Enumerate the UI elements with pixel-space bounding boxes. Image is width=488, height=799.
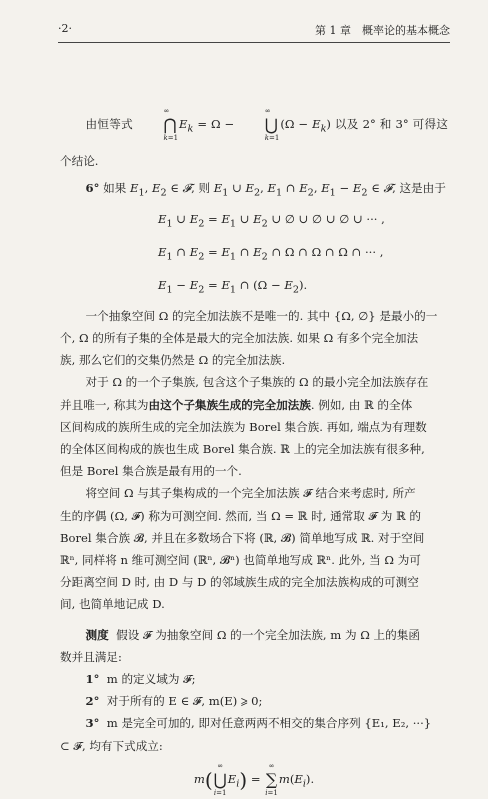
paragraph-uniqueness [60,305,448,372]
difference-equation: $E_1 - E_2 = E_1$ ∩ $(\Omega - E_2)$. [158,278,308,296]
text-line: 个, Ω 的所有子集的全体是最大的完全加法族. 如果 Ω 有多个完全加法 [60,330,419,345]
text-fragment: 假设 𝓕 为抽象空间 Ω 的一个完全加法族, m 为 Ω 上的集函 [116,627,420,642]
condition-marker: 3° [85,716,100,731]
item-6 [60,177,448,205]
condition-marker: 2° [85,694,100,709]
text-fragment: . 例如, 由 ℝ 的全体 [310,397,413,412]
condition-3 [60,712,448,756]
union-equation: $E_1$ ∪ $E_2 = E_1$ ∪ $E_2$ ∪ ∅ ∪ ∅ ∪ ∅ ∪ ··· , [158,211,385,230]
condition-1 [60,668,448,690]
paragraph-measure [60,624,448,668]
text-line: 对于 Ω 的一个子集族, 包含这个子集族的 Ω 的最小完全加法族存在 [85,375,429,390]
text-line: 一个抽象空间 Ω 的完全加法族不是唯一的. 其中 {Ω, ∅} 是最小的一 [85,308,438,323]
item-6-marker: 6° [85,181,100,196]
text-line: 的全体区间构成的族也生成 Borel 集合族. ℝ 上的完全加法族有很多种, [60,441,425,456]
condition-text: m 是完全可加的, 即对任意两两不相交的集合序列 {E₁, E₂, ···} [106,716,432,731]
item-6-text: 如果 [103,181,127,196]
condition-marker: 1° [85,672,100,687]
identity-formula: ∞ ⋂ k=1 $E_k = \Omega$ − ∞ ⋃ k=1 $(\Omega - E_k)$ [163,107,335,142]
defined-term: 由这个子集族生成的完全加法族 [148,397,311,412]
header-rule [58,42,450,43]
text-line: Borel 集合族 𝓑, 并且在多数场合下将 (ℝ, 𝓑) 简单地写成 ℝ. 对于空间 [60,530,425,545]
text-line [60,624,448,646]
text-line: 生的序偶 (Ω, 𝓕) 称为可测空间. 然而, 当 Ω = ℝ 时, 通常取 𝓕 为 ℝ 的 [60,508,421,523]
text-line: 分距离空间 D 时, 由 D 与 D 的邻域族生成的完全加法族构成的可测空 [60,575,419,590]
identity-paragraph [60,106,448,177]
additivity-equation: m( ∞ ⋃ i=1 $E_i$) = ∞ ∑ i=1 $m(E_i)$. [193,761,315,797]
page-number: ·2· [58,22,72,35]
text-line: ⊂ 𝓕, 均有下式成立: [60,738,163,753]
item-6-tail: 这是由于 [399,181,446,196]
text-line: 区间构成的族所生成的完全加法族为 Borel 集合族. 再如, 端点为有理数 [60,419,427,434]
identity-lead: 由恒等式 [85,117,133,131]
intersection-equation: $E_1$ ∩ $E_2 = E_1$ ∩ $E_2$ ∩ Ω ∩ Ω ∩ Ω ∩ ··· , [158,245,384,263]
condition-text: 对于所有的 E ∈ 𝓕, m(E) ⩾ 0; [106,694,263,709]
paragraph-measurable-space [60,482,448,615]
page-header [58,16,450,36]
text-line: 但是 Borel 集合族是最有用的一个. [60,464,242,479]
chapter-title: 第 1 章 概率论的基本概念 [315,24,450,37]
text-line: 族, 那么它们的交集仍然是 Ω 的完全加法族. [60,353,286,368]
text-line [60,712,448,734]
text-line: 数并且满足: [60,649,122,664]
item-6-formula: $E_1$, $E_2$ ∈ 𝓕, 则 $E_1$ ∪ $E_2$, $E_1$ ∩ $E_2$, $E_1 - E_2$ ∈ 𝓕, [129,181,396,199]
text-line: 将空间 Ω 与其子集构成的一个完全加法族 𝓕 结合来考虑时, 所产 [85,486,416,501]
section-heading: 测度 [85,627,109,642]
text-fragment: 并且唯一, 称其为 [60,397,149,412]
identity-tail: 以及 2° 和 3° 可得这个结论. [60,117,448,169]
page-body [60,106,448,799]
text-line [60,394,448,416]
condition-2 [60,690,448,712]
text-line: 间, 也简单地记成 D. [60,597,165,612]
text-line: ℝⁿ, 同样将 n 维可测空间 (ℝⁿ, 𝓑ⁿ) 也简单地写成 ℝⁿ. 此外, 当 Ω 为可 [60,553,421,567]
condition-text: m 的定义域为 𝓕; [106,672,196,687]
paragraph-generated [60,371,448,482]
